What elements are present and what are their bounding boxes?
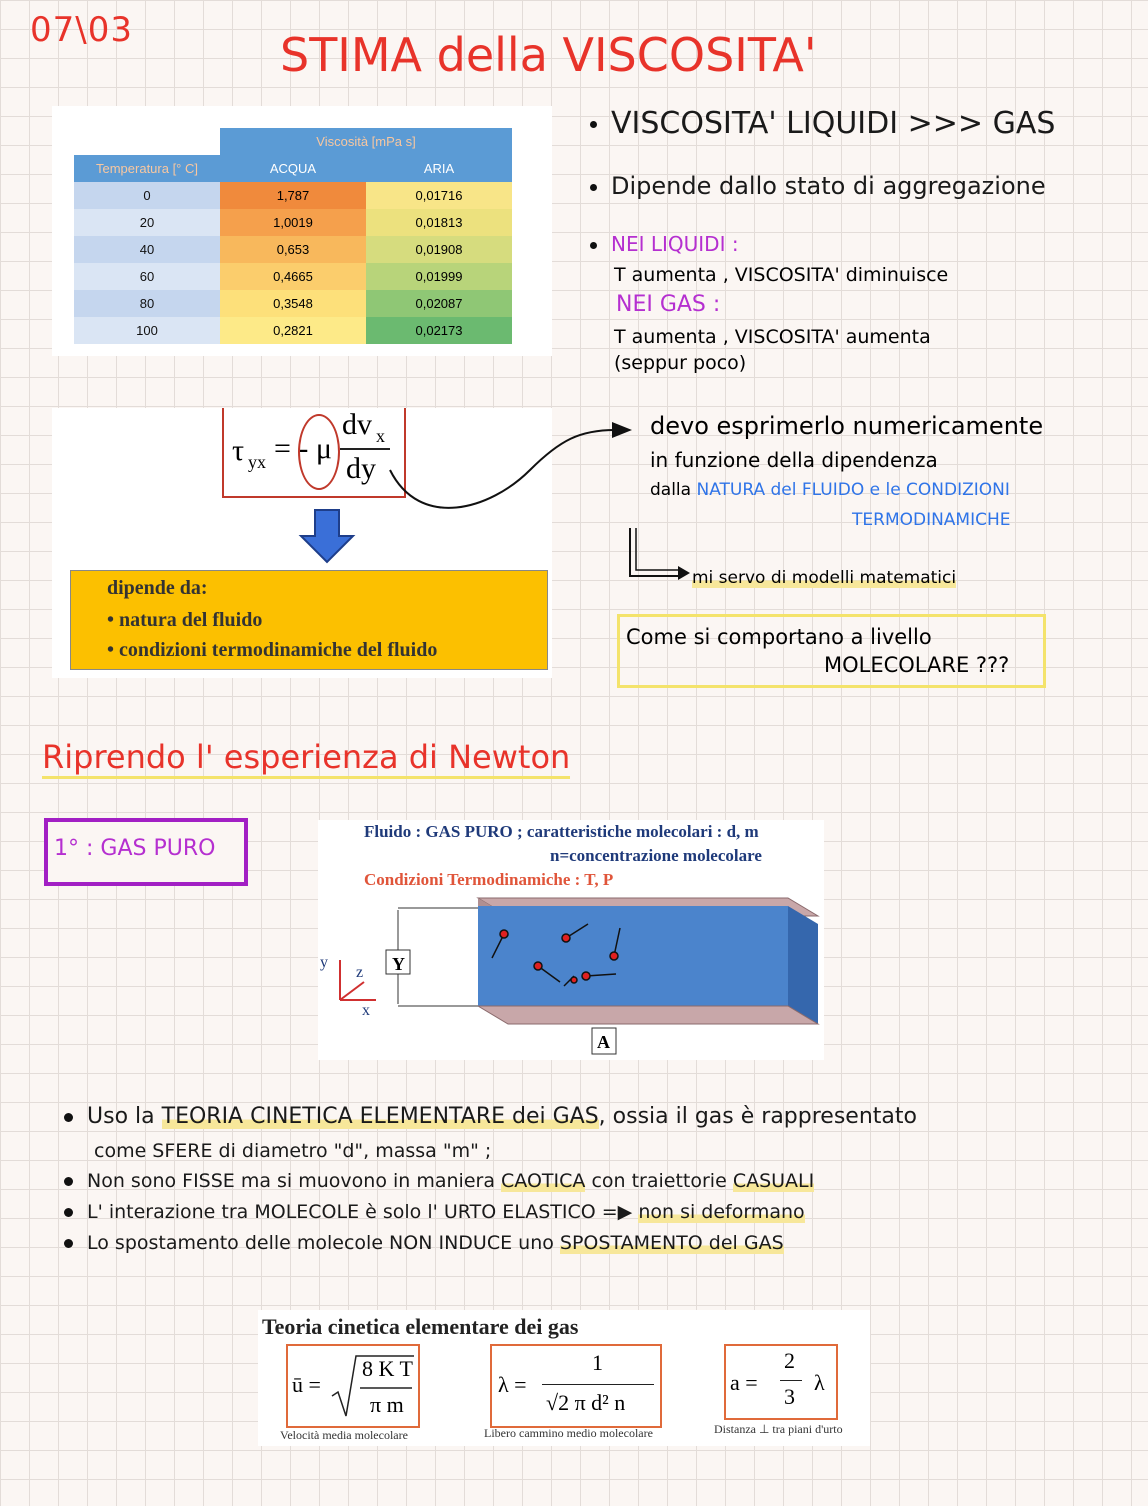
f2-caption: Libero cammino medio molecolare [484, 1426, 653, 1440]
viscosity-row [74, 236, 512, 263]
note-aggregation: Dipende dallo stato di aggregazione [590, 172, 1046, 200]
bullet-kinetic-theory: Uso la TEORIA CINETICA ELEMENTARE dei GAS, ossia il gas è rappresentato [64, 1104, 917, 1129]
cell-aria: 0,01999 [366, 263, 512, 290]
gas-figure [318, 820, 824, 1060]
page-title: STIMA della VISCOSITA' [280, 28, 817, 82]
f2-lhs: λ = [498, 1372, 527, 1397]
axis-x-label: x [362, 1002, 370, 1019]
note-liquids-head: NEI LIQUIDI : [590, 232, 739, 256]
f3-rhs: λ [814, 1370, 825, 1395]
kinetic-theory-panel [258, 1310, 870, 1446]
note-liquids-text: T aumenta , VISCOSITA' diminuisce [614, 264, 949, 286]
viscosity-table [74, 128, 512, 344]
viscosity-row [74, 263, 512, 290]
viscosity-row [74, 317, 512, 344]
f2-numerator: 1 [592, 1350, 603, 1375]
tau-symbol: τ [232, 434, 245, 467]
cell-aria: 0,02173 [366, 317, 512, 344]
f2-fraction-bar [542, 1384, 654, 1385]
note-viscosity-liquids-gas: VISCOSITA' LIQUIDI >>> GAS [590, 106, 1055, 141]
f3-caption: Distanza ⊥ tra piani d'urto [714, 1422, 843, 1436]
cell-temperature: 100 [74, 317, 220, 344]
kinetic-title: Teoria cinetica elementare dei gas [262, 1314, 579, 1339]
formula-plane-distance [724, 1344, 838, 1420]
fraction-numerator: dv [342, 408, 372, 441]
gas-figure-line-2: n=concentrazione molecolare [550, 846, 762, 865]
bullet-dot [64, 1239, 73, 1248]
section-newton-title: Riprendo l' esperienza di Newton [42, 738, 570, 776]
note-nature-conditions: dalla NATURA del FLUIDO e le CONDIZIONI [650, 480, 1010, 500]
gas-puro-label: 1° : GAS PURO [54, 836, 216, 861]
bullet-dot [590, 184, 597, 191]
col-temperature: Temperatura [° C] [74, 155, 220, 182]
axis-z-label: z [356, 964, 364, 981]
cell-aria: 0,02087 [366, 290, 512, 317]
f3-fraction-bar [780, 1380, 802, 1381]
formula-mean-free-path [490, 1344, 662, 1428]
molecular-question-box [617, 614, 1046, 688]
note-gas-head: NEI GAS : [616, 292, 721, 317]
cell-aria: 0,01716 [366, 182, 512, 209]
cell-acqua: 1,0019 [220, 209, 366, 236]
bullet-no-displacement: Lo spostamento delle molecole NON INDUCE uno SPOSTAMENTO del GAS [64, 1232, 784, 1254]
l-arrow-icon [626, 526, 692, 582]
viscosity-row [74, 182, 512, 209]
cell-aria: 0,01908 [366, 236, 512, 263]
viscosity-row [74, 290, 512, 317]
note-gas-text: T aumenta , VISCOSITA' aumenta [614, 326, 931, 348]
f1-caption: Velocità media molecolare [280, 1428, 408, 1442]
depends-title: dipende da: [107, 577, 208, 599]
gas-figure-line-1: Fluido : GAS PURO ; caratteristiche molecolari : d, m [364, 822, 759, 841]
f1-numerator: 8 K T [362, 1356, 413, 1381]
cell-aria: 0,01813 [366, 209, 512, 236]
cell-acqua: 0,4665 [220, 263, 366, 290]
arrow-down-icon [297, 508, 357, 564]
viscosity-group-header: Viscosità [mPa s] [220, 128, 512, 155]
gas-puro-box [44, 818, 248, 886]
bullet-dot [64, 1113, 73, 1122]
note-thermodynamic: TERMODINAMICHE [852, 510, 1011, 530]
depends-item-1: • natura del fluido [107, 609, 263, 631]
f1-denominator: π m [370, 1392, 404, 1417]
fraction-denominator: dy [346, 452, 376, 485]
bullet-elastic: L' interazione tra MOLECOLE è solo l' URTO ELASTICO =▶ non si deformano [64, 1201, 805, 1223]
depends-box [70, 570, 548, 670]
date-label: 07\03 [30, 10, 133, 50]
gas-figure-line-3: Condizioni Termodinamiche : T, P [364, 870, 614, 889]
f1-lhs: ū = [292, 1372, 321, 1397]
bullet-chaotic: Non sono FISSE ma si muovono in maniera CAOTICA con traiettorie CASUALI [64, 1170, 814, 1192]
cell-temperature: 0 [74, 182, 220, 209]
bullet-kinetic-theory-cont: come SFERE di diametro "d", massa "m" ; [94, 1140, 492, 1162]
viscosity-table-image [52, 106, 552, 356]
f3-denominator: 3 [784, 1384, 795, 1409]
bullet-dot [64, 1208, 73, 1217]
note-gas-small: (seppur poco) [614, 352, 747, 374]
note-math-models: mi servo di modelli matematici [692, 568, 957, 588]
cell-acqua: 0,2821 [220, 317, 366, 344]
cell-temperature: 60 [74, 263, 220, 290]
cell-temperature: 80 [74, 290, 220, 317]
f3-numerator: 2 [784, 1348, 795, 1373]
numerator-subscript: x [376, 426, 385, 446]
f2-denominator: √2 π d² n [546, 1390, 626, 1415]
label-area: A [597, 1032, 610, 1052]
question-line-1: Come si comportano a livello [626, 625, 932, 649]
gas-channel-diagram [318, 890, 824, 1060]
mu-circle [298, 414, 340, 490]
connector-arrow-icon [380, 400, 640, 520]
cell-acqua: 0,653 [220, 236, 366, 263]
label-y-gap: Y [392, 954, 405, 974]
f3-lhs: a = [730, 1370, 758, 1395]
bullet-dot [590, 242, 597, 249]
col-acqua: ACQUA [220, 155, 366, 182]
depends-item-2: • condizioni termodinamiche del fluido [107, 639, 438, 661]
viscosity-row [74, 209, 512, 236]
bullet-dot [64, 1177, 73, 1186]
col-aria: ARIA [366, 155, 512, 182]
cell-acqua: 1,787 [220, 182, 366, 209]
cell-temperature: 20 [74, 209, 220, 236]
axis-y-label: y [320, 954, 328, 971]
equals-minus-mu: = - μ [274, 432, 332, 465]
cell-acqua: 0,3548 [220, 290, 366, 317]
tau-subscript: yx [248, 452, 266, 472]
formula-mean-velocity [286, 1344, 420, 1428]
note-function-of: in funzione della dipendenza [650, 448, 938, 472]
question-line-2: MOLECOLARE ??? [824, 653, 1010, 677]
note-express-numerically: devo esprimerlo numericamente [650, 412, 1044, 440]
cell-temperature: 40 [74, 236, 220, 263]
bullet-dot [590, 121, 597, 128]
shear-stress-formula [222, 408, 406, 498]
